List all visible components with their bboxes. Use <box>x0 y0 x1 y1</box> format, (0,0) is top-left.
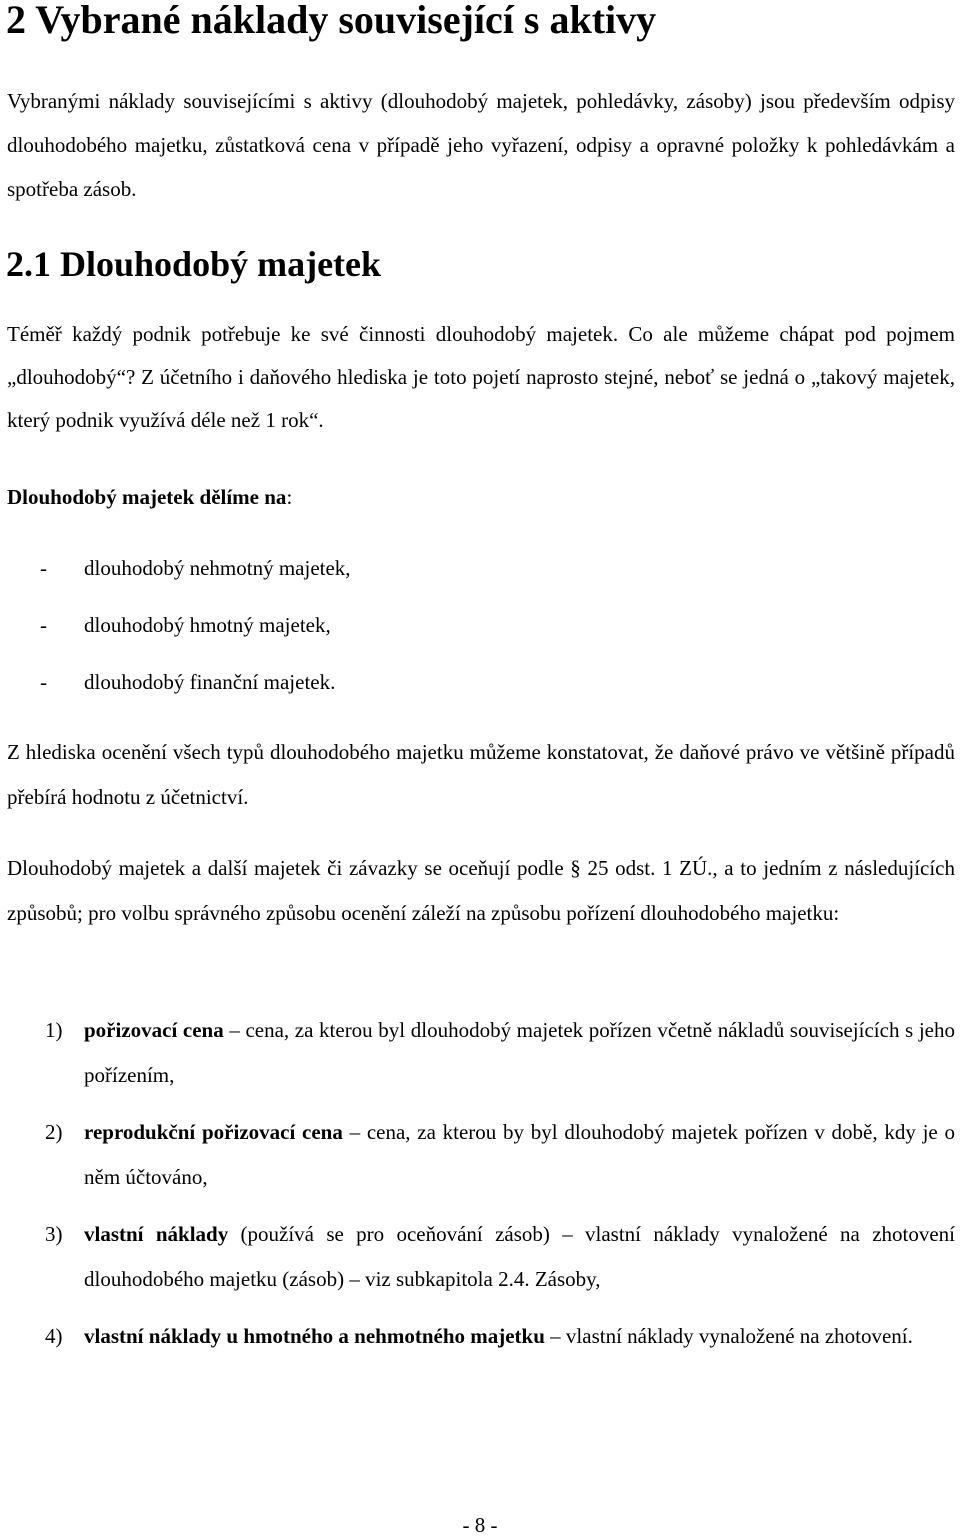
list-marker: - <box>40 670 47 694</box>
list-marker: 3) <box>45 1222 63 1246</box>
list-item-text: dlouhodobý finanční majetek. <box>84 670 336 694</box>
list-item <box>7 546 955 603</box>
division-bold-text: Dlouhodobý majetek dělíme na <box>7 485 287 509</box>
division-line <box>7 475 955 519</box>
list-item <box>7 1314 955 1359</box>
method-description: – cena, za kterou by byl dlouhodobý majetek pořízen v době, kdy je o něm účtováno, <box>84 1120 955 1189</box>
list-item-text: dlouhodobý hmotný majetek, <box>84 613 331 637</box>
method-description: – vlastní náklady vynaložené na zhotovení. <box>544 1324 913 1348</box>
list-item <box>7 660 955 717</box>
method-description: (používá se pro oceňování zásob) – vlastní náklady vynaložené na zhotovení dlouhodobého majetku (zásob) – viz subkapitola 2.4. Zásoby, <box>84 1222 956 1291</box>
section-number: 2.1 <box>6 244 51 284</box>
methods-paragraph: Dlouhodobý majetek a další majetek či závazky se oceňují podle § 25 odst. 1 ZÚ., a to jedním z následujících způsobů; pro volbu správného způsobu ocenění záleží na způsobu pořízení dlouhodobého majetku: <box>7 856 955 925</box>
method-term: pořizovací cena <box>84 1018 224 1042</box>
list-marker: 4) <box>45 1324 63 1348</box>
list-item <box>7 1008 955 1098</box>
section-heading <box>6 240 381 288</box>
valuation-paragraph: Z hlediska ocenění všech typů dlouhodobého majetku můžeme konstatovat, že daňové právo ve většině případů přebírá hodnotu z účetnictví. <box>7 740 955 809</box>
division-colon: : <box>286 485 293 509</box>
section-title: Dlouhodobý majetek <box>60 244 382 284</box>
definition-paragraph: Téměř každý podnik potřebuje ke své činnosti dlouhodobý majetek. Co ale můžeme chápat pod pojmem „dlouhodobý“? Z účetního i daňového hlediska je toto pojetí naprosto stejné, neboť se jedná o „takový majetek, který podnik využívá déle než 1 rok“. <box>7 322 955 432</box>
method-description: – cena, za kterou byl dlouhodobý majetek pořízen včetně nákladů souvisejících s jeho pořízením, <box>84 1018 955 1087</box>
list-item <box>7 603 955 660</box>
asset-type-list <box>7 546 955 717</box>
chapter-heading: 2 Vybrané náklady související s aktivy <box>6 0 657 42</box>
valuation-methods-list <box>7 1008 955 1371</box>
list-item <box>7 1212 955 1302</box>
page-number: - 8 - <box>462 1513 498 1537</box>
list-marker: - <box>40 556 47 580</box>
list-marker: - <box>40 613 47 637</box>
list-marker: 2) <box>45 1120 63 1144</box>
list-item-text: dlouhodobý nehmotný majetek, <box>84 556 351 580</box>
intro-paragraph: Vybranými náklady souvisejícími s aktivy (dlouhodobý majetek, pohledávky, zásoby) jsou především odpisy dlouhodobého majetku, zůstatková cena v případě jeho vyřazení, odpisy a opravné položky k pohledávkám a spotřeba zásob. <box>7 89 955 201</box>
method-term: reprodukční pořizovací cena <box>84 1120 343 1144</box>
list-marker: 1) <box>45 1018 63 1042</box>
method-term: vlastní náklady <box>84 1222 229 1246</box>
list-item <box>7 1110 955 1200</box>
method-term: vlastní náklady u hmotného a nehmotného majetku <box>84 1324 545 1348</box>
